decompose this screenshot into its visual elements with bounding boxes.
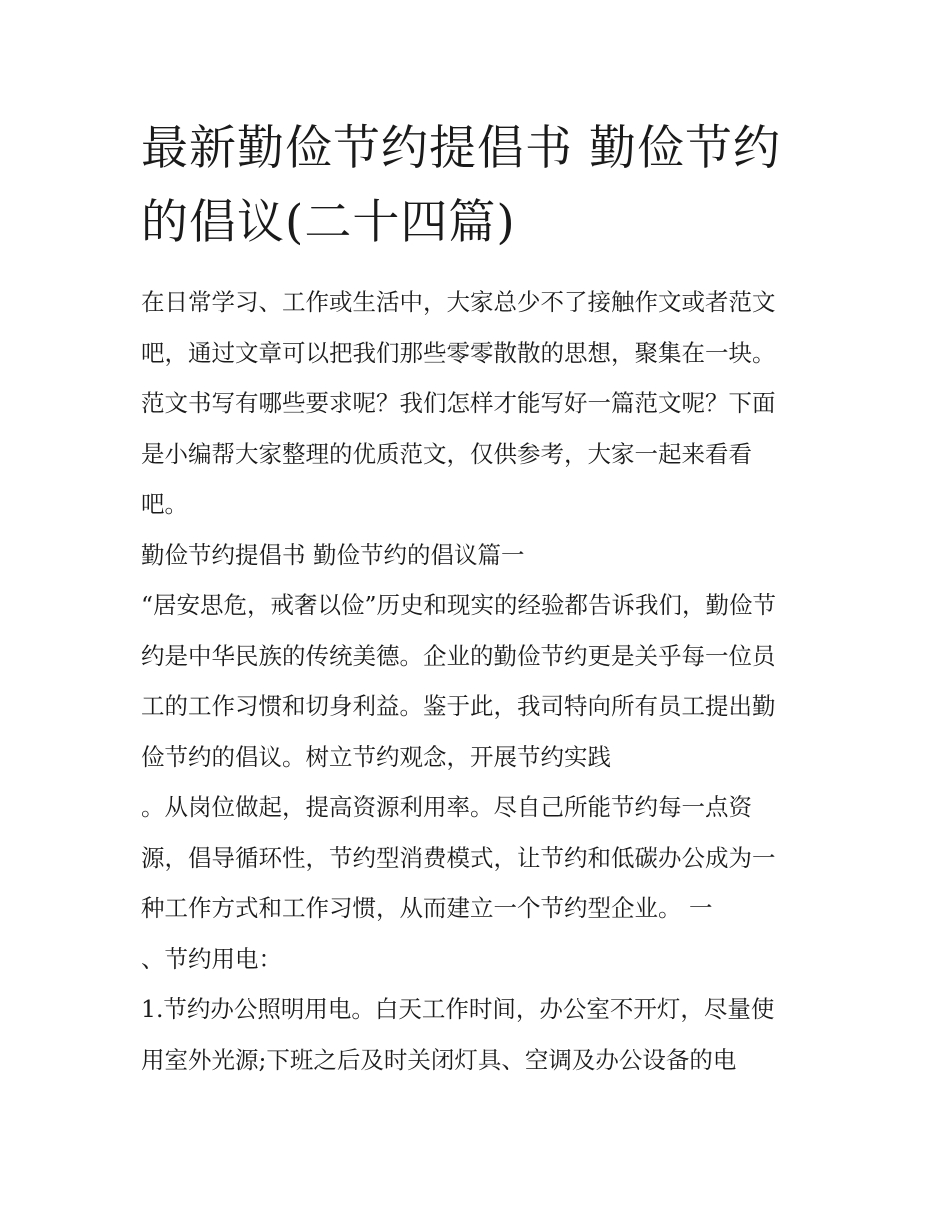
- section-heading: 勤俭节约提倡书 勤俭节约的倡议篇一: [141, 540, 525, 569]
- document-body: [141, 277, 821, 1085]
- body-line: 约是中华民族的传统美德。企业的勤俭节约更是关乎每一位员: [141, 641, 776, 670]
- body-line: 种工作方式和工作习惯，从而建立一个节约型企业。 一: [141, 894, 713, 922]
- body-line: 范文书写有哪些要求呢？我们怎样才能写好一篇范文呢？下面: [141, 389, 776, 417]
- title-line: 最新勤俭节约提倡书 勤俭节约: [141, 121, 781, 176]
- title-line: 的倡议(二十四篇): [141, 195, 516, 250]
- body-line: 用室外光源;下班之后及时关闭灯具、空调及办公设备的电: [141, 1045, 737, 1074]
- body-line: 吧。: [141, 490, 188, 518]
- document-title: [141, 112, 821, 260]
- body-line: 工的工作习惯和切身利益。鉴于此，我司特向所有员工提出勤: [141, 692, 776, 720]
- body-line: 在日常学习、工作或生活中，大家总少不了接触作文或者范文: [141, 288, 776, 316]
- body-line: 是小编帮大家整理的优质范文，仅供参考，大家一起来看看: [141, 439, 752, 468]
- body-line: “居安思危，戒奢以俭”历史和现实的经验都告诉我们，勤俭节: [141, 591, 777, 619]
- body-line: 1.节约办公照明用电。白天工作时间，办公室不开灯，尽量使: [141, 995, 775, 1023]
- body-line: 俭节约的倡议。树立节约观念，开展节约实践: [141, 742, 611, 771]
- body-line: 。从岗位做起，提高资源利用率。尽自己所能节约每一点资: [141, 793, 752, 821]
- body-line: 吧，通过文章可以把我们那些零零散散的思想，聚集在一块。: [141, 338, 776, 367]
- body-line: 、节约用电：: [141, 944, 282, 973]
- body-line: 源，倡导循环性，节约型消费模式，让节约和低碳办公成为一: [141, 843, 776, 872]
